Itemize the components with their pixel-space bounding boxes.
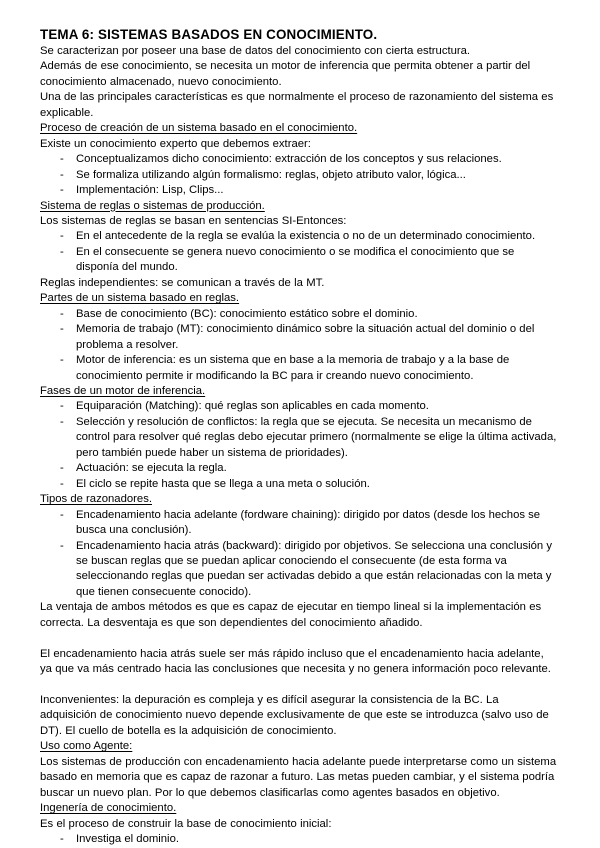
paragraph-conocimiento-experto: Existe un conocimiento experto que debemos extraer: xyxy=(40,137,311,150)
document-body xyxy=(40,44,558,848)
list-item-text: En el antecedente de la regla se evalúa la existencia o no de un determinado conocimiento. xyxy=(76,230,536,243)
list-item-text: Memoria de trabajo (MT): conocimiento dinámico sobre la situación actual del dominio o del problema a resolver. xyxy=(76,323,535,351)
section-heading-text: Ingenería de conocimiento. xyxy=(40,802,177,815)
section-heading-text: Partes de un sistema basado en reglas. xyxy=(40,292,240,305)
section-heading-text: Sistema de reglas o sistemas de producción. xyxy=(40,199,265,212)
bullet-antecedente xyxy=(40,229,558,244)
paragraph-sistemas-produccion-agente: Los sistemas de producción con encadenamiento hacia adelante puede interpretarse como un sistema basado en memoria que es capaz de razonar a futuro. Las metas pueden cambiar, y el sistema podría buscar un nuevo plan. Por lo que debemos clasificarlas como agentes basados en objetivo. xyxy=(40,755,557,799)
bullet-dash-icon: - xyxy=(60,539,64,552)
bullet-dash-icon: - xyxy=(60,508,64,521)
list-item-text: Equiparación (Matching): qué reglas son aplicables en cada momento. xyxy=(76,400,429,413)
bullet-dash-icon: - xyxy=(60,153,64,166)
bullet-consecuente xyxy=(40,245,558,276)
list-item-text: Selección y resolución de conflictos: la regla que se ejecuta. Se necesita un mecanismo de control para resolver qué reglas debo ejecutar primero (normalmente se elige la última activada, pero también puede haber un sistema de prioridades). xyxy=(76,415,557,459)
bullet-dash-icon: - xyxy=(60,168,64,181)
bullet-dash-icon: - xyxy=(60,307,64,320)
heading-partes-sistema-reglas xyxy=(40,291,558,306)
heading-uso-como-agente xyxy=(40,739,558,754)
bullet-encadenamiento-atras xyxy=(40,539,558,601)
bullet-memoria-trabajo xyxy=(40,322,558,353)
bullet-dash-icon: - xyxy=(60,184,64,197)
list-item-text: Encadenamiento hacia atrás (backward): dirigido por objetivos. Se selecciona una conclusión y se buscan reglas que se puedan aplicar conociendo el consecuente (de esta forma va seleccionando reglas que puedan ser activadas debido a que están relacionadas con la meta y que tienen consecuente conocido). xyxy=(76,539,552,598)
paragraph-proceso-construir-bc: Es el proceso de construir la base de conocimiento inicial: xyxy=(40,817,332,830)
list-item-text: Base de conocimiento (BC): conocimiento estático sobre el dominio. xyxy=(76,307,418,320)
bullet-ciclo-repite xyxy=(40,477,558,492)
heading-tipos-razonadores xyxy=(40,492,558,507)
paragraph-si-entonces: Los sistemas de reglas se basan en sentencias SI-Entonces: xyxy=(40,214,347,227)
paragraph-spacer-2 xyxy=(40,678,558,693)
bullet-actuacion xyxy=(40,461,558,476)
list-item-text: Se formaliza utilizando algún formalismo: reglas, objeto atributo valor, lógica... xyxy=(76,168,466,181)
bullet-dash-icon: - xyxy=(60,477,64,490)
bullet-dash-icon: - xyxy=(60,415,64,428)
bullet-conceptualizamos xyxy=(40,152,558,167)
intro-paragraph-1: Se caracterizan por poseer una base de datos del conocimiento con cierta estructura. xyxy=(40,45,471,57)
bullet-dash-icon: - xyxy=(60,230,64,243)
bullet-equiparacion xyxy=(40,399,558,414)
list-item-text: Actuación: se ejecuta la regla. xyxy=(76,462,227,475)
bullet-encadenamiento-adelante xyxy=(40,508,558,539)
paragraph-reglas-independientes: Reglas independientes: se comunican a través de la MT. xyxy=(40,276,325,289)
intro-paragraph-2: Además de ese conocimiento, se necesita un motor de inferencia que permita obtener a partir del conocimiento almacenado, nuevo conocimiento. xyxy=(40,60,531,88)
list-item-text: Encadenamiento hacia adelante (fordware chaining): dirigido por datos (desde los hechos se busca una conclusión). xyxy=(76,508,541,537)
paragraph-ventaja-desventaja: La ventaja de ambos métodos es que es capaz de ejecutar en tiempo lineal si la implementación es correcta. La desventaja es que son dependientes del conocimiento añadido. xyxy=(40,601,542,629)
heading-ingeneria-conocimiento xyxy=(40,801,558,816)
heading-sistema-de-reglas xyxy=(40,199,558,214)
bullet-dash-icon: - xyxy=(60,323,64,336)
list-item-text: Investiga el dominio. xyxy=(76,833,179,846)
paragraph-inconvenientes: Inconvenientes: la depuración es compleja y es difícil asegurar la consistencia de la BC. La adquisición de conocimiento nuevo depende exclusivamente de que este se introduzca (salvo uso de DT). El cuello de botella es la adquisición de conocimiento. xyxy=(40,694,549,737)
section-heading-text: Uso como Agente: xyxy=(40,740,133,753)
bullet-dash-icon: - xyxy=(60,354,64,367)
paragraph-spacer-1 xyxy=(40,631,558,646)
bullet-investiga-dominio xyxy=(40,832,558,847)
bullet-dash-icon: - xyxy=(60,833,64,846)
list-item-text: Conceptualizamos dicho conocimiento: extracción de los conceptos y sus relaciones. xyxy=(76,153,502,166)
bullet-dash-icon: - xyxy=(60,400,64,413)
bullet-implementacion xyxy=(40,183,558,198)
section-heading-text: Proceso de creación de un sistema basado en el conocimiento. xyxy=(40,122,358,135)
page-title: TEMA 6: SISTEMAS BASADOS EN CONOCIMIENTO. xyxy=(40,27,378,42)
paragraph-encadenamiento-atras-rapido: El encadenamiento hacia atrás suele ser más rápido incluso que el encadenamiento hacia adelante, ya que va más centrado hacia las conclusiones que necesita y no genera información poco relevante. xyxy=(40,647,551,676)
intro-paragraph-3: Una de las principales características es que normalmente el proceso de razonamiento del sistema es explicable. xyxy=(40,91,554,119)
list-item-text: Implementación: Lisp, Clips... xyxy=(76,184,224,197)
list-item-text: En el consecuente se genera nuevo conocimiento o se modifica el conocimiento que se disponía del mundo. xyxy=(76,245,515,274)
bullet-formalizacion xyxy=(40,168,558,183)
bullet-base-conocimiento xyxy=(40,307,558,322)
list-item-text: El ciclo se repite hasta que se llega a una meta o solución. xyxy=(76,477,370,490)
heading-proceso-de-creacion xyxy=(40,121,558,136)
bullet-motor-inferencia xyxy=(40,353,558,384)
bullet-dash-icon: - xyxy=(60,245,64,258)
section-heading-text: Tipos de razonadores. xyxy=(40,493,152,506)
section-heading-text: Fases de un motor de inferencia. xyxy=(40,384,206,397)
list-item-text: Motor de inferencia: es un sistema que en base a la memoria de trabajo y a la base de conocimiento permite ir modificando la BC para ir creando nuevo conocimiento. xyxy=(76,354,510,382)
heading-fases-motor-inferencia xyxy=(40,384,558,399)
bullet-dash-icon: - xyxy=(60,462,64,475)
bullet-seleccion-resolucion xyxy=(40,415,558,461)
